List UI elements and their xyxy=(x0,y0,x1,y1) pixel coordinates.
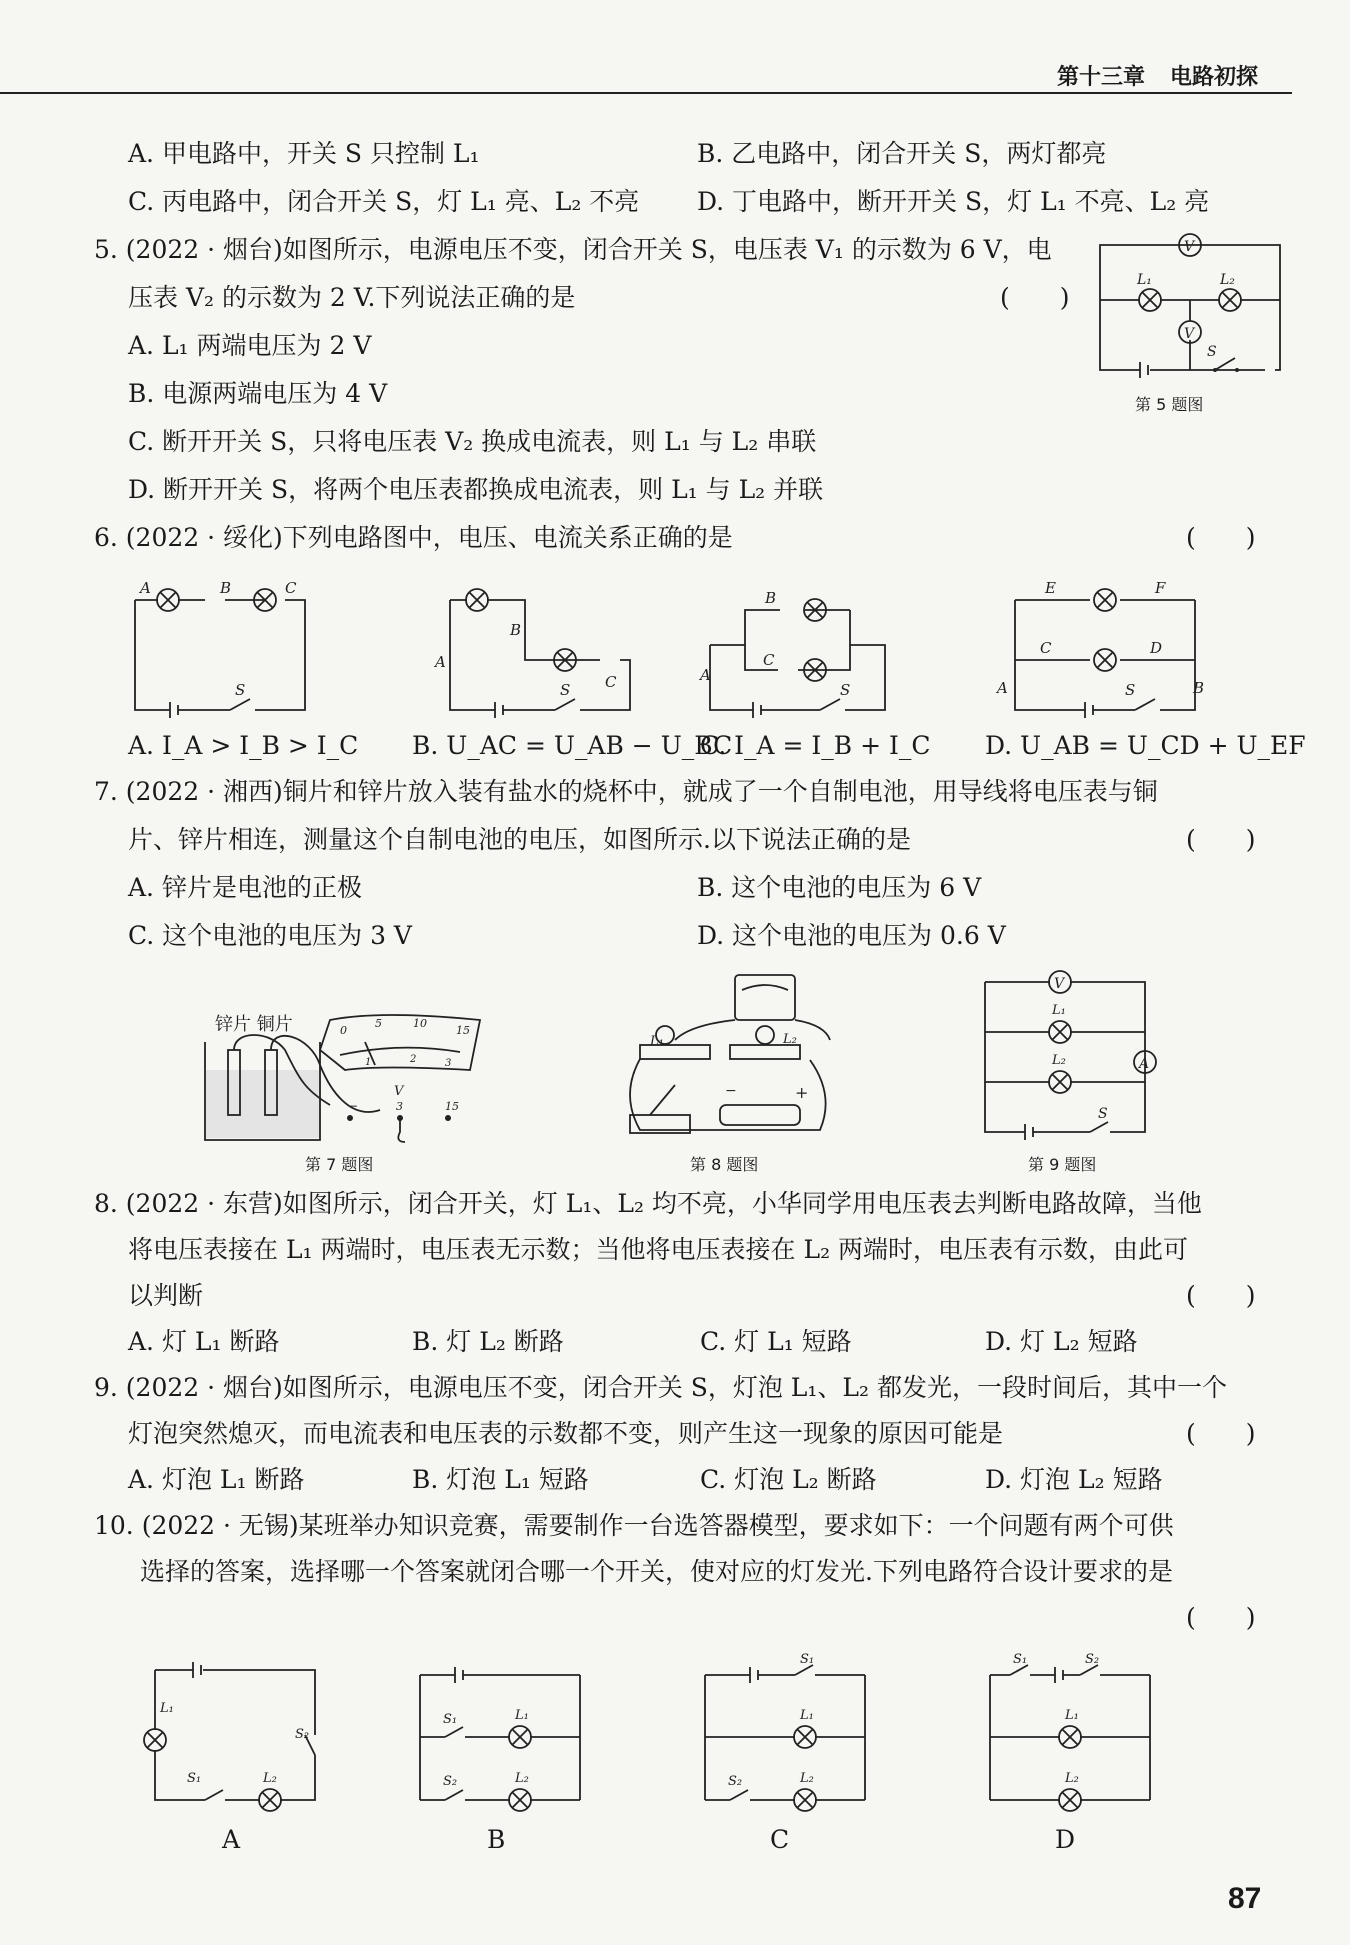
q7-option-a: A. 锌片是电池的正极 xyxy=(128,873,362,902)
svg-text:V: V xyxy=(1054,976,1065,992)
svg-text:−: − xyxy=(725,1083,737,1099)
meter-tick-3: 3 xyxy=(445,1058,452,1069)
svg-text:S: S xyxy=(1207,344,1217,360)
header-rule xyxy=(0,92,1292,94)
q9-circuit-figure xyxy=(980,972,1165,1137)
q5-figure-caption: 第 5 题图 xyxy=(1135,395,1204,414)
q7-answer-paren: ( ) xyxy=(1186,825,1256,854)
q4-option-d: D. 丁电路中，断开开关 S，灯 L₁ 不亮、L₂ 亮 xyxy=(697,187,1210,216)
q6-stem: 6. (2022 · 绥化)下列电路图中，电压、电流关系正确的是 xyxy=(94,523,733,552)
svg-text:C: C xyxy=(763,651,775,669)
svg-text:+: + xyxy=(795,1083,809,1102)
svg-text:B: B xyxy=(510,621,522,639)
meter-tick-1: 1 xyxy=(365,1057,372,1068)
svg-text:L₁: L₁ xyxy=(1052,1003,1066,1018)
q10-label-c: C xyxy=(770,1825,790,1854)
q8-option-d: D. 灯 L₂ 短路 xyxy=(985,1327,1138,1356)
chapter-label: 第十三章 xyxy=(1057,65,1146,90)
svg-text:L₁: L₁ xyxy=(160,1701,174,1716)
q6-option-c: C. I_A = I_B + I_C xyxy=(700,731,931,760)
q5-option-a: A. L₁ 两端电压为 2 V xyxy=(128,331,372,360)
meter-tick-15: 15 xyxy=(456,1024,470,1037)
svg-text:L₂: L₂ xyxy=(783,1032,797,1047)
svg-text:A: A xyxy=(1139,1056,1150,1072)
svg-text:L₂: L₂ xyxy=(263,1771,277,1786)
svg-text:B: B xyxy=(1193,679,1205,697)
svg-text:A: A xyxy=(140,579,151,597)
q5-answer-paren: ( ) xyxy=(1000,283,1070,312)
q4-option-a: A. 甲电路中，开关 S 只控制 L₁ xyxy=(128,139,480,168)
svg-text:V: V xyxy=(394,1084,404,1099)
q7-electrode-labels: 锌片 铜片 xyxy=(215,1014,293,1035)
svg-text:S₁: S₁ xyxy=(800,1652,815,1667)
terminal-15: 15 xyxy=(445,1100,459,1113)
svg-text:B: B xyxy=(220,579,232,597)
q9-stem-line1: 9. (2022 · 烟台)如图所示，电源电压不变，闭合开关 S，灯泡 L₁、L₂ 都发光，一段时间后，其中一个 xyxy=(94,1373,1227,1402)
q8-option-a: A. 灯 L₁ 断路 xyxy=(128,1327,280,1356)
svg-text:L₂: L₂ xyxy=(1220,272,1235,288)
q7-stem-line2: 片、锌片相连，测量这个自制电池的电压，如图所示.以下说法正确的是 xyxy=(128,825,911,854)
svg-text:A: A xyxy=(997,679,1008,697)
svg-text:F: F xyxy=(1155,579,1166,597)
q6-circuit-b xyxy=(430,575,630,715)
svg-text:S: S xyxy=(235,681,246,699)
q9-stem-line2: 灯泡突然熄灭，而电流表和电压表的示数都不变，则产生这一现象的原因可能是 xyxy=(128,1419,1004,1448)
q7-option-b: B. 这个电池的电压为 6 V xyxy=(697,873,982,902)
q10-circuit-a xyxy=(145,1660,325,1790)
q10-answer-paren: ( ) xyxy=(1186,1603,1256,1632)
meter-tick-2: 2 xyxy=(410,1054,417,1065)
svg-text:C: C xyxy=(285,579,297,597)
q9-option-c: C. 灯泡 L₂ 断路 xyxy=(700,1465,877,1494)
svg-text:C: C xyxy=(605,673,617,691)
q8-stem-line2: 将电压表接在 L₁ 两端时，电压表无示数；当他将电压表接在 L₂ 两端时，电压表有示数，由此可 xyxy=(128,1235,1189,1264)
meter-tick-0: 0 xyxy=(340,1024,347,1037)
svg-text:V: V xyxy=(1184,326,1195,342)
q8-option-b: B. 灯 L₂ 断路 xyxy=(412,1327,564,1356)
q8-answer-paren: ( ) xyxy=(1186,1281,1256,1310)
q10-label-d: D xyxy=(1055,1825,1076,1854)
svg-text:S: S xyxy=(1125,681,1136,699)
svg-text:S₂: S₂ xyxy=(295,1727,310,1742)
svg-text:S₂: S₂ xyxy=(443,1774,458,1789)
q7-option-d: D. 这个电池的电压为 0.6 V xyxy=(697,921,1006,950)
q5-stem-line2: 压表 V₂ 的示数为 2 V.下列说法正确的是 xyxy=(128,283,576,312)
svg-text:B: B xyxy=(765,589,777,607)
svg-text:L₂: L₂ xyxy=(800,1771,814,1786)
svg-text:L₂: L₂ xyxy=(515,1771,529,1786)
q9-figure-caption: 第 9 题图 xyxy=(1028,1155,1097,1174)
svg-text:L₁: L₁ xyxy=(515,1708,529,1723)
q5-circuit-figure xyxy=(1095,230,1280,380)
svg-text:A: A xyxy=(700,666,711,684)
q5-stem-line1: 5. (2022 · 烟台)如图所示，电源电压不变，闭合开关 S，电压表 V₁ 的示数为 6 V，电 xyxy=(94,235,1052,264)
page-number: 87 xyxy=(1228,1882,1262,1915)
svg-text:E: E xyxy=(1045,579,1056,597)
meter-tick-10: 10 xyxy=(413,1017,427,1030)
q8-stem-line3: 以判断 xyxy=(128,1281,204,1310)
q6-circuit-a xyxy=(130,575,310,715)
svg-text:S₁: S₁ xyxy=(443,1712,458,1727)
q5-option-c: C. 断开开关 S，只将电压表 V₂ 换成电流表，则 L₁ 与 L₂ 串联 xyxy=(128,427,817,456)
q10-circuit-c xyxy=(700,1652,870,1790)
q9-option-b: B. 灯泡 L₁ 短路 xyxy=(412,1465,589,1494)
svg-text:L₁: L₁ xyxy=(800,1708,814,1723)
meter-tick-5: 5 xyxy=(375,1017,382,1030)
svg-text:A: A xyxy=(435,653,446,671)
q10-label-a: A xyxy=(222,1825,241,1854)
svg-text:D: D xyxy=(1150,639,1163,657)
svg-text:S₂: S₂ xyxy=(1085,1652,1100,1667)
q6-option-b: B. U_AC = U_AB − U_BC xyxy=(412,731,733,760)
svg-text:S: S xyxy=(1098,1106,1108,1122)
terminal-3: 3 xyxy=(396,1100,403,1113)
svg-text:L₁: L₁ xyxy=(1137,272,1152,288)
terminal-neg: − xyxy=(348,1099,359,1113)
q10-circuit-b xyxy=(415,1665,585,1790)
svg-text:L₂: L₂ xyxy=(1065,1771,1079,1786)
q6-option-d: D. U_AB = U_CD + U_EF xyxy=(985,731,1306,760)
q5-option-d: D. 断开开关 S，将两个电压表都换成电流表，则 L₁ 与 L₂ 并联 xyxy=(128,475,824,504)
svg-text:L₁: L₁ xyxy=(1065,1708,1079,1723)
q7-battery-voltmeter-figure xyxy=(200,1010,490,1145)
q8-option-c: C. 灯 L₁ 短路 xyxy=(700,1327,852,1356)
q6-circuit-d xyxy=(997,575,1205,715)
svg-text:S₂: S₂ xyxy=(728,1774,743,1789)
q6-answer-paren: ( ) xyxy=(1186,523,1256,552)
q10-label-b: B xyxy=(487,1825,506,1854)
q9-option-d: D. 灯泡 L₂ 短路 xyxy=(985,1465,1163,1494)
q7-option-c: C. 这个电池的电压为 3 V xyxy=(128,921,412,950)
q10-stem-line1: 10. (2022 · 无锡)某班举办知识竞赛，需要制作一台选答器模型，要求如下：一个问题有两个可供 xyxy=(94,1511,1174,1540)
q7-figure-caption: 第 7 题图 xyxy=(305,1155,374,1174)
svg-text:S₁: S₁ xyxy=(187,1771,202,1786)
svg-text:C: C xyxy=(1040,639,1052,657)
q8-physical-circuit-figure xyxy=(620,965,840,1145)
q8-figure-caption: 第 8 题图 xyxy=(690,1155,759,1174)
q10-circuit-d xyxy=(985,1652,1155,1790)
chapter-title: 电路初探 xyxy=(1170,65,1259,90)
q6-circuit-c xyxy=(700,575,890,715)
svg-text:S₁: S₁ xyxy=(1013,1652,1028,1667)
svg-text:V: V xyxy=(1184,239,1195,255)
q9-answer-paren: ( ) xyxy=(1186,1419,1256,1448)
q4-option-b: B. 乙电路中，闭合开关 S，两灯都亮 xyxy=(697,139,1107,168)
svg-text:L₂: L₂ xyxy=(1052,1053,1066,1068)
svg-text:S: S xyxy=(560,681,571,699)
svg-text:L₁: L₁ xyxy=(650,1034,664,1049)
q4-option-c: C. 丙电路中，闭合开关 S，灯 L₁ 亮、L₂ 不亮 xyxy=(128,187,640,216)
q5-option-b: B. 电源两端电压为 4 V xyxy=(128,379,388,408)
q7-stem-line1: 7. (2022 · 湘西)铜片和锌片放入装有盐水的烧杯中，就成了一个自制电池，用导线将电压表与铜 xyxy=(94,777,1158,806)
q6-option-a: A. I_A > I_B > I_C xyxy=(128,731,359,760)
q10-stem-line2: 选择的答案，选择哪一个答案就闭合哪一个开关，使对应的灯发光.下列电路符合设计要求的是 xyxy=(140,1557,1173,1586)
svg-text:S: S xyxy=(840,681,851,699)
q8-stem-line1: 8. (2022 · 东营)如图所示，闭合开关，灯 L₁、L₂ 均不亮，小华同学用电压表去判断电路故障，当他 xyxy=(94,1189,1202,1218)
q9-option-a: A. 灯泡 L₁ 断路 xyxy=(128,1465,305,1494)
